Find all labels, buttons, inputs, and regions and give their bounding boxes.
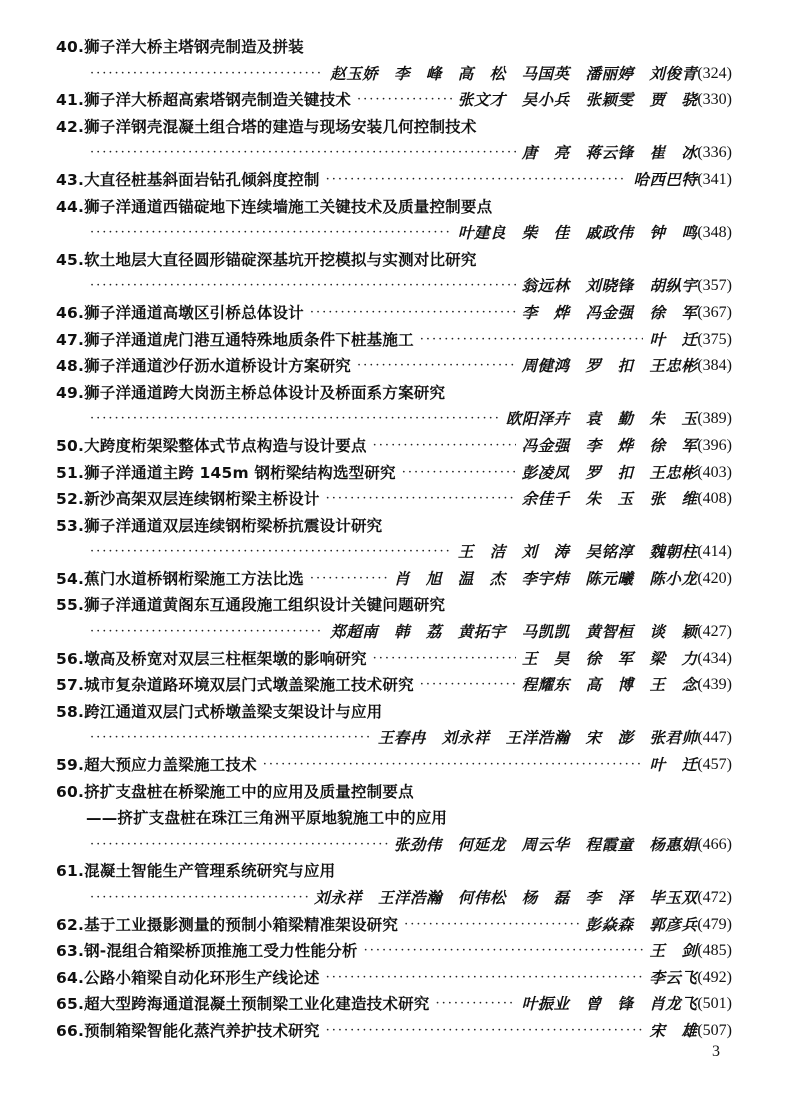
dot-leader xyxy=(420,672,516,699)
toc-entry-authors: 赵玉娇 李 峰 高 松 马国英 潘丽婷 刘俊青 xyxy=(330,63,698,83)
toc-entry-title-text: 跨江通道双层门式桥墩盖梁支架设计与应用 xyxy=(84,702,383,721)
toc-entry-page[interactable]: (324) xyxy=(697,64,732,82)
toc-entry-title-text: 狮子洋钢壳混凝土组合塔的建造与现场安装几何控制技术 xyxy=(84,117,477,136)
toc-entry-number: 43. xyxy=(56,170,85,189)
toc-entry-authors: 王春冉 刘永祥 王洋浩瀚 宋 澎 张君帅 xyxy=(377,728,698,748)
toc-entry-authors: 张文才 吴小兵 张颖雯 贾 骁 xyxy=(457,90,698,110)
toc-entry-number: 49. xyxy=(56,383,85,402)
toc-entry-title[interactable] xyxy=(56,486,320,513)
dot-leader xyxy=(90,220,452,247)
toc-entry-title[interactable] xyxy=(56,38,304,56)
toc-entry[interactable] xyxy=(56,752,732,779)
toc-entry[interactable] xyxy=(56,433,732,460)
toc-entry[interactable] xyxy=(56,991,732,1018)
toc-entry[interactable] xyxy=(56,858,732,911)
toc-entry[interactable] xyxy=(56,646,732,673)
toc-entry-title[interactable] xyxy=(56,783,414,801)
toc-entry[interactable] xyxy=(56,513,732,566)
toc-entry-number: 54. xyxy=(56,569,85,588)
toc-entry-authors: 欧阳泽卉 袁 勤 朱 玉 xyxy=(505,409,698,429)
toc-entry-title[interactable] xyxy=(56,566,304,593)
toc-entry-authors: 哈西巴特 xyxy=(633,169,698,189)
toc-entry-page[interactable]: (501) xyxy=(697,995,732,1013)
toc-entry-title-text: 新沙高架双层连续钢桁梁主桥设计 xyxy=(84,490,320,509)
toc-entry-title-text: 狮子洋通道黄阁东互通段施工组织设计关键问题研究 xyxy=(84,596,446,615)
toc-entry-title[interactable] xyxy=(56,87,351,114)
toc-entry-title-text: 挤扩支盘桩在桥梁施工中的应用及质量控制要点 xyxy=(84,782,414,801)
toc-entry-title-text: 狮子洋通道虎门港互通特殊地质条件下桩基施工 xyxy=(84,330,414,349)
toc-entry-title-text: 狮子洋大桥主塔钢壳制造及拼装 xyxy=(84,38,304,56)
toc-entry-authors: 李云飞 xyxy=(649,967,698,987)
toc-entry[interactable] xyxy=(56,114,732,167)
toc-entry-authors: 彭凌凤 罗 扣 王忠彬 xyxy=(521,462,698,482)
toc-entry-title[interactable] xyxy=(56,672,414,699)
dot-leader xyxy=(90,539,452,566)
toc-entry[interactable] xyxy=(56,167,732,194)
toc-entry[interactable] xyxy=(56,327,732,354)
toc-entry-page[interactable]: (336) xyxy=(697,144,732,162)
toc-entry[interactable] xyxy=(56,592,732,645)
toc-entry-authors: 王 昊 徐 军 梁 力 xyxy=(521,648,698,668)
toc-entry-page[interactable]: (507) xyxy=(697,1021,732,1039)
toc-entry-page[interactable]: (403) xyxy=(697,463,732,481)
toc-entry-title-text: 狮子洋通道主跨 145m 钢桁梁结构选型研究 xyxy=(84,463,396,482)
toc-entry[interactable] xyxy=(56,566,732,593)
toc-entry-number: 63. xyxy=(56,942,85,961)
toc-entry-authors: 余佳千 朱 玉 张 维 xyxy=(521,489,698,509)
toc-entry-title-text: 狮子洋通道西锚碇地下连续墙施工关键技术及质量控制要点 xyxy=(84,197,493,216)
toc-entry-authors: 郑超南 韩 荔 黄拓宇 马凯凯 黄智桓 谈 颖 xyxy=(330,622,698,642)
dot-leader xyxy=(263,752,644,779)
toc-entry-title-text: 预制箱梁智能化蒸汽养护技术研究 xyxy=(84,1021,320,1040)
toc-entry-number: 58. xyxy=(56,702,85,721)
toc-entry-number: 46. xyxy=(56,303,85,322)
toc-entry-page[interactable]: (389) xyxy=(697,410,732,428)
toc-entry-title[interactable] xyxy=(56,912,398,939)
toc-entry-number: 53. xyxy=(56,516,85,535)
toc-entry[interactable] xyxy=(56,1018,732,1045)
toc-entry-page[interactable]: (472) xyxy=(697,889,732,906)
toc-entry-number: 55. xyxy=(56,596,85,615)
toc-entry[interactable] xyxy=(56,486,732,513)
toc-entry-title[interactable] xyxy=(56,646,367,673)
dot-leader xyxy=(90,140,516,167)
toc-entry[interactable] xyxy=(56,353,732,380)
toc-entry-title[interactable] xyxy=(56,353,351,380)
table-of-contents xyxy=(56,34,732,1045)
toc-entry-authors: 李 烨 冯金强 徐 军 xyxy=(521,302,698,322)
dot-leader xyxy=(373,646,516,673)
toc-entry-authors: 叶建良 柴 佳 戚政伟 钟 鸣 xyxy=(457,223,698,243)
toc-entry-number: 52. xyxy=(56,490,85,509)
toc-entry-authors: 张劲伟 何延龙 周云华 程霞童 杨惠娟 xyxy=(393,834,698,854)
dot-leader xyxy=(326,1018,644,1045)
dot-leader xyxy=(90,885,308,912)
toc-entry[interactable] xyxy=(56,34,732,87)
toc-entry[interactable] xyxy=(56,87,732,114)
toc-entry-title-text: 软土地层大直径圆形锚碇深基坑开挖模拟与实测对比研究 xyxy=(84,250,477,269)
toc-entry-page[interactable]: (457) xyxy=(697,756,732,774)
toc-entry-number: 65. xyxy=(56,995,85,1014)
toc-entry-title-text: 狮子洋通道跨大岗沥主桥总体设计及桥面系方案研究 xyxy=(84,383,446,402)
toc-entry-title[interactable] xyxy=(56,938,358,965)
toc-entry-title-text: 城市复杂道路环境双层门式墩盖梁施工技术研究 xyxy=(84,676,414,695)
toc-entry-number: 51. xyxy=(56,463,85,482)
toc-entry-title[interactable] xyxy=(56,384,445,402)
toc-entry-title-text: 狮子洋通道高墩区引桥总体设计 xyxy=(84,303,304,322)
toc-entry-title-text: 超大预应力盖梁施工技术 xyxy=(84,756,257,775)
dot-leader xyxy=(357,87,452,114)
dot-leader xyxy=(90,273,516,300)
toc-entry[interactable] xyxy=(56,699,732,752)
toc-entry-title[interactable] xyxy=(56,1018,320,1045)
toc-entry-title-text: 超大型跨海通道混凝土预制梁工业化建造技术研究 xyxy=(84,995,430,1014)
toc-entry-page[interactable]: (434) xyxy=(697,649,732,667)
toc-entry-authors: 宋 雄 xyxy=(649,1020,698,1040)
toc-entry-number: 64. xyxy=(56,968,85,987)
dot-leader xyxy=(326,167,628,194)
toc-entry-title-text: 钢-混组合箱梁桥顶推施工受力性能分析 xyxy=(84,942,358,961)
toc-entry-title-text: 狮子洋大桥超高索塔钢壳制造关键技术 xyxy=(84,91,351,110)
toc-entry-title[interactable] xyxy=(56,965,320,992)
toc-entry[interactable] xyxy=(56,938,732,965)
toc-entry-authors: 翁远林 刘晓锋 胡纵宇 xyxy=(521,276,698,296)
dot-leader xyxy=(310,566,388,593)
toc-entry-authors: 叶振业 曾 锋 肖龙飞 xyxy=(521,994,698,1014)
toc-entry-authors: 刘永祥 王洋浩瀚 何伟松 杨 磊 李 泽 毕玉双 xyxy=(314,888,698,907)
toc-entry-number: 44. xyxy=(56,197,85,216)
toc-entry-number: 40. xyxy=(56,38,85,56)
toc-entry-number: 47. xyxy=(56,330,85,349)
dot-leader xyxy=(90,406,500,433)
toc-entry-page[interactable]: (357) xyxy=(697,277,732,295)
toc-entry-number: 57. xyxy=(56,676,85,695)
toc-entry[interactable] xyxy=(56,460,732,487)
dot-leader xyxy=(90,832,388,859)
toc-entry-title[interactable] xyxy=(56,433,367,460)
toc-entry-number: 56. xyxy=(56,649,85,668)
toc-entry-authors: 叶 迁 xyxy=(649,329,698,349)
toc-entry-title-text: 大跨度桁架梁整体式节点构造与设计要点 xyxy=(84,436,367,455)
toc-entry-page[interactable]: (408) xyxy=(697,490,732,508)
toc-entry-page[interactable]: (466) xyxy=(697,835,732,853)
toc-entry-number: 41. xyxy=(56,91,85,110)
toc-entry-title-text: 蕉门水道桥钢桁梁施工方法比选 xyxy=(84,569,304,588)
dot-leader xyxy=(402,460,516,487)
toc-entry-number: 45. xyxy=(56,250,85,269)
toc-entry-title[interactable] xyxy=(56,251,477,269)
toc-entry-title-text: 公路小箱梁自动化环形生产线论述 xyxy=(84,968,320,987)
toc-entry[interactable] xyxy=(56,300,732,327)
toc-entry-title[interactable] xyxy=(56,517,382,535)
toc-entry-title[interactable] xyxy=(56,752,257,779)
toc-entry[interactable] xyxy=(56,912,732,939)
toc-entry-title[interactable] xyxy=(56,198,492,216)
toc-entry-page[interactable]: (485) xyxy=(697,942,732,960)
dot-leader xyxy=(326,965,644,992)
dot-leader xyxy=(404,912,579,939)
toc-entry-title-text: 狮子洋通道双层连续钢桁梁桥抗震设计研究 xyxy=(84,516,383,535)
toc-entry-title[interactable] xyxy=(56,862,335,880)
toc-entry-authors: 王 剑 xyxy=(649,941,698,961)
toc-entry-authors: 彭焱森 郭彦兵 xyxy=(585,914,698,934)
toc-entry-page[interactable]: (492) xyxy=(697,968,732,986)
toc-entry-page[interactable]: (447) xyxy=(697,729,732,747)
toc-entry-page[interactable]: (479) xyxy=(697,915,732,933)
dot-leader xyxy=(310,300,516,327)
toc-entry-number: 50. xyxy=(56,436,85,455)
toc-entry-authors: 周健鸿 罗 扣 王忠彬 xyxy=(521,356,698,376)
dot-leader xyxy=(435,991,515,1018)
toc-entry-page[interactable]: (384) xyxy=(697,357,732,375)
toc-entry[interactable] xyxy=(56,380,732,433)
page-number: 3 xyxy=(712,1043,720,1060)
dot-leader xyxy=(364,938,644,965)
toc-entry-number: 42. xyxy=(56,117,85,136)
toc-entry-number: 59. xyxy=(56,756,85,775)
dot-leader xyxy=(326,486,516,513)
toc-entry-title[interactable] xyxy=(56,300,304,327)
toc-entry-authors: 王 洁 刘 涛 吴铭淳 魏朝柱 xyxy=(457,542,698,562)
toc-entry-title[interactable] xyxy=(56,991,429,1018)
toc-entry-title-text: 混凝土智能生产管理系统研究与应用 xyxy=(84,862,336,881)
toc-entry-title[interactable] xyxy=(56,327,414,354)
toc-entry-authors: 冯金强 李 烨 徐 军 xyxy=(521,435,698,455)
dot-leader xyxy=(373,433,516,460)
toc-entry[interactable] xyxy=(56,965,732,992)
dot-leader xyxy=(90,619,324,646)
toc-entry-page[interactable]: (396) xyxy=(697,436,732,454)
toc-entry[interactable] xyxy=(56,672,732,699)
toc-entry-number: 60. xyxy=(56,782,85,801)
toc-entry-title-text: 墩高及桥宽对双层三柱框架墩的影响研究 xyxy=(84,649,367,668)
toc-entry-page[interactable]: (348) xyxy=(697,224,732,242)
toc-entry[interactable] xyxy=(56,194,732,247)
toc-entry-page[interactable]: (367) xyxy=(697,303,732,321)
toc-entry-page[interactable]: (375) xyxy=(697,330,732,348)
toc-entry-authors: 程耀东 高 博 王 念 xyxy=(521,675,698,695)
toc-entry-number: 48. xyxy=(56,357,85,376)
toc-entry-page[interactable]: (427) xyxy=(697,623,732,641)
toc-entry-title[interactable] xyxy=(56,596,445,614)
toc-entry[interactable] xyxy=(56,779,732,859)
toc-entry-authors: 肖 旭 温 杰 李宇炜 陈元曦 陈小龙 xyxy=(393,568,698,588)
toc-entry-authors: 叶 迁 xyxy=(649,755,698,775)
toc-entry-title[interactable] xyxy=(56,118,477,136)
toc-entry-title[interactable] xyxy=(56,167,320,194)
toc-entry-subtitle: ——挤扩支盘桩在珠江三角洲平原地貌施工中的应用 xyxy=(86,809,448,828)
dot-leader xyxy=(357,353,516,380)
toc-entry-title[interactable] xyxy=(56,460,396,487)
dot-leader xyxy=(90,61,324,88)
toc-entry-title-text: 大直径桩基斜面岩钻孔倾斜度控制 xyxy=(84,170,320,189)
toc-entry-page[interactable]: (420) xyxy=(697,569,732,587)
toc-entry-page[interactable]: (330) xyxy=(697,91,732,109)
toc-entry-number: 62. xyxy=(56,915,85,934)
toc-entry-title-text: 基于工业摄影测量的预制小箱梁精准架设研究 xyxy=(84,915,399,934)
toc-entry-number: 66. xyxy=(56,1021,85,1040)
toc-entry-number: 61. xyxy=(56,862,85,881)
dot-leader xyxy=(90,725,372,752)
toc-entry[interactable] xyxy=(56,247,732,300)
toc-entry-page[interactable]: (414) xyxy=(697,543,732,561)
toc-entry-page[interactable]: (341) xyxy=(697,170,732,188)
toc-entry-page[interactable]: (439) xyxy=(697,676,732,694)
dot-leader xyxy=(420,327,644,354)
toc-entry-title-text: 狮子洋通道沙仔沥水道桥设计方案研究 xyxy=(84,357,351,376)
toc-entry-title[interactable] xyxy=(56,703,382,721)
toc-entry-authors: 唐 亮 蒋云锋 崔 冰 xyxy=(521,143,698,163)
